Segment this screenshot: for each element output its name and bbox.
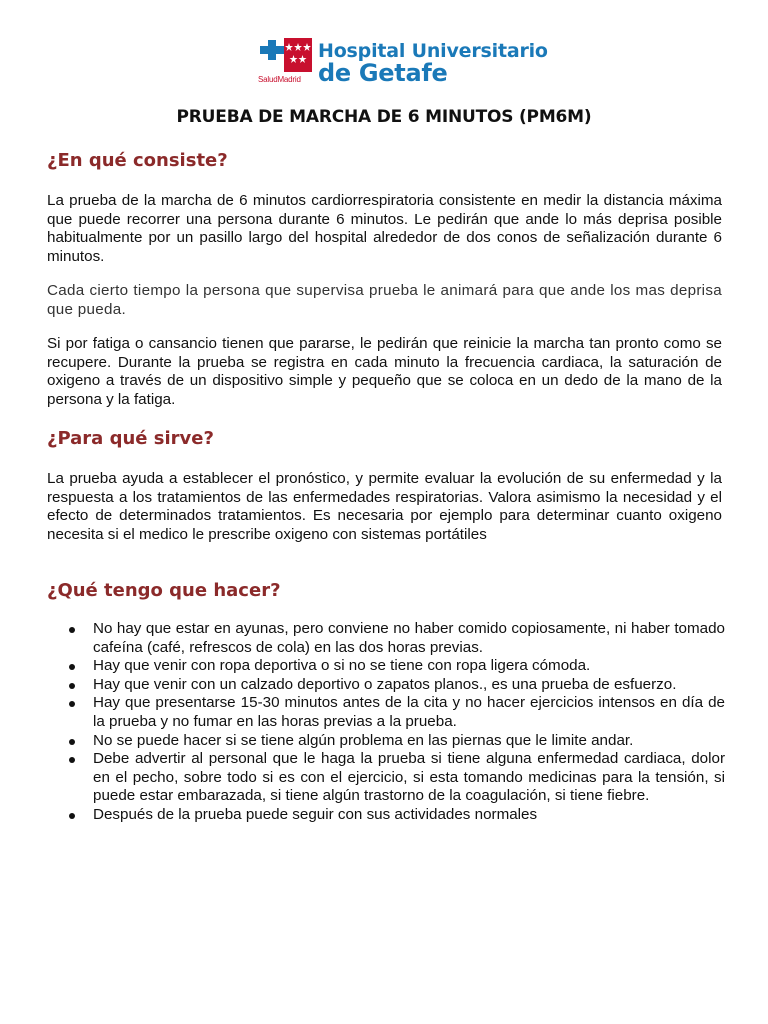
heading-what-is-it: ¿En qué consiste? [47,150,228,171]
list-item-text: Hay que venir con ropa deportiva o si no se tiene con ropa ligera cómoda. [93,657,591,675]
bullet-icon [69,813,75,819]
list-item [47,732,725,751]
list-item [47,806,725,825]
list-item-text: Después de la prueba puede seguir con sus actividades normales [93,805,538,823]
list-item [47,694,725,731]
bullet-icon [69,757,75,763]
paragraph-fatigue: Si por fatiga o cansancio tienen que pararse, le pedirán que reinicie la marcha tan pronto como se recupere. Durante la prueba se registra en cada minuto la frecuencia cardiaca, la saturación de oxigeno a través de un dispositivo simple y pequeño que se coloca en un dedo de la mano de la persona y la fatiga. [47,335,722,408]
heading-what-for: ¿Para qué sirve? [47,428,214,449]
paragraph-encouragement: Cada cierto tiempo la persona que supervisa prueba le animará para que ande los mas deprisa que pueda. [47,282,722,318]
list-item-text: No hay que estar en ayunas, pero conviene no haber comido copiosamente, ni haber tomado cafeína (café, refrescos de cola) en las dos horas previas. [93,620,725,656]
list-item [47,750,725,806]
paragraph-description: La prueba de la marcha de 6 minutos cardiorrespiratoria consistente en medir la distancia máxima que puede recorrer una persona durante 6 minutos. Le pedirán que ande lo más deprisa posible habitualmente por un pasillo largo del hospital alrededor de dos conos de señalización durante 6 minutos. [47,192,722,265]
list-item [47,657,725,676]
bullet-icon [69,739,75,745]
hospital-logo [258,38,548,88]
list-item-text: No se puede hacer si se tiene algún problema en las piernas que le limite andar. [93,731,634,749]
list-item-text: Debe advertir al personal que le haga la prueba si tiene alguna enfermedad cardiaca, dolor en el pecho, sobre todo si es con el ejercicio, si esta tomando medicinas para la tensión, si puede estar embarazada, si tiene algún trastorno de la coagulación, si tiene fiebre. [93,750,725,805]
heading-what-to-do: ¿Qué tengo que hacer? [47,580,281,601]
list-item [47,620,725,657]
list-item-text: Hay que venir con un calzado deportivo o zapatos planos., es una prueba de esfuerzo. [93,675,677,693]
list-item-text: Hay que presentarse 15-30 minutos antes de la cita y no hacer ejercicios intensos en día de la prueba y no fumar en las horas previas a la prueba. [93,694,725,730]
instructions-list [47,620,725,825]
paragraph-purpose: La prueba ayuda a establecer el pronóstico, y permite evaluar la evolución de su enfermedad y la respuesta a los tratamientos de las enfermedades respiratorias. Valora asimismo la necesidad y el efecto de determinados tratamientos. Es necesaria por ejemplo para determinar cuanto oxigeno necesita si el medico le prescribe oxigeno con sistemas portátiles [47,470,722,543]
logo-subtitle: SaludMadrid [258,75,301,84]
logo-hospital-location: de Getafe [318,59,448,87]
bullet-icon [69,683,75,689]
bullet-icon [69,664,75,670]
madrid-cross-logo-icon [258,38,314,78]
list-item [47,676,725,695]
logo-hospital-name: Hospital Universitario [318,40,548,62]
bullet-icon [69,627,75,633]
bullet-icon [69,701,75,707]
document-title: PRUEBA DE MARCHA DE 6 MINUTOS (PM6M) [176,107,592,127]
